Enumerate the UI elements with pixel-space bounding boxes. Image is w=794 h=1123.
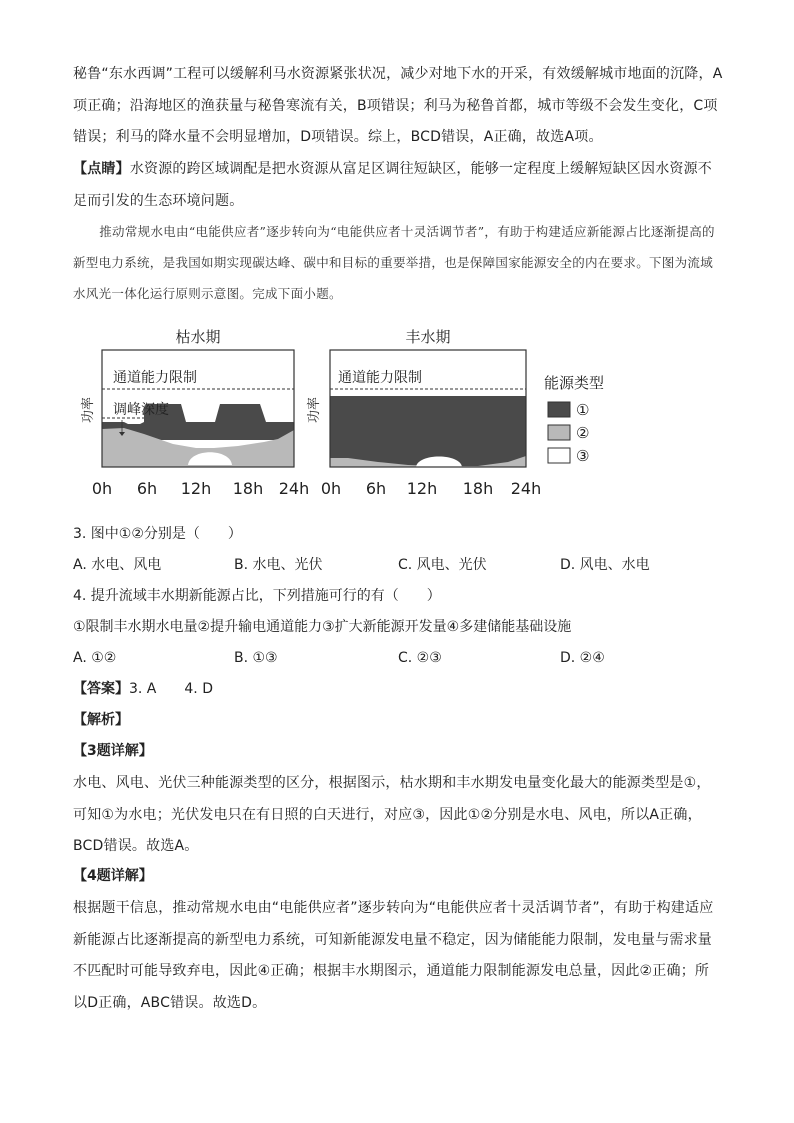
- q3-option-a: A. 水电、风电: [73, 557, 162, 573]
- q3-option-b: B. 水电、光伏: [234, 557, 323, 573]
- q4-option-c: C. ②③: [398, 650, 442, 666]
- panel-left-title: 枯水期: [175, 328, 221, 346]
- legend: [544, 374, 604, 465]
- water-wind-solar-figure: [78, 322, 638, 502]
- legend-swatch-1: [548, 402, 570, 417]
- right-tick-2: 12h: [406, 479, 438, 498]
- q3-option-d: D. 风电、水电: [560, 557, 650, 573]
- q4-option-b: B. ①③: [234, 650, 278, 666]
- legend-label-3: ③: [576, 447, 590, 465]
- right-tick-1: 6h: [365, 479, 387, 498]
- top-paragraph: 秘鲁“东水西调”工程可以缓解利马水资源紧张状况，减少对地下水的开采，有效缓解城市地面的沉降，A项正确；沿海地区的渔获量与秘鲁寒流有关，B项错误；利马为秘鲁首都，城市等级不会发生变化，C项错误；利马的降水量不会明显增加，D项错误。综上，BCD错误，A正确，故选A项。: [73, 66, 723, 145]
- q4-measures: ①限制丰水期水电量②提升输电通道能力③扩大新能源开发量④多建储能基础设施: [73, 619, 572, 635]
- dianjing-text: 水资源的跨区域调配是把水资源从富足区调往短缺区，能够一定程度上缓解短缺区因水资源不足而引发的生态环境问题。: [73, 161, 713, 209]
- legend-title: 能源类型: [544, 374, 605, 392]
- right-tick-0: 0h: [320, 479, 342, 498]
- legend-swatch-3: [548, 448, 570, 463]
- q3-stem: 3. 图中①②分别是（ ）: [73, 526, 242, 542]
- detail3-text: 水电、风电、光伏三种能源类型的区分，根据图示，枯水期和丰水期发电量变化最大的能源类型是①，可知①为水电；光伏发电只在有日照的白天进行，对应③，因此①②分别是水电、风电，所以A正确，BCD错误。故选A。: [73, 775, 711, 854]
- right-tick-3: 18h: [462, 479, 494, 498]
- left-tick-0: 0h: [91, 479, 113, 498]
- panel-right-title: 丰水期: [405, 328, 451, 346]
- legend-label-1: ①: [576, 401, 590, 419]
- left-y-axis-label: 功率: [81, 396, 96, 424]
- right-channel-label: 通道能力限制: [338, 370, 422, 386]
- answer-text: 3. A 4. D: [129, 681, 213, 697]
- answer-tag: 【答案】: [73, 681, 129, 697]
- dianjing-paragraph: [73, 154, 723, 217]
- q4-option-a: A. ①②: [73, 650, 117, 666]
- right-y-axis-label: 功率: [307, 396, 322, 424]
- left-tick-1: 6h: [136, 479, 158, 498]
- dianjing-tag: 【点睛】: [73, 161, 130, 177]
- left-tick-3: 18h: [232, 479, 264, 498]
- q3-option-c: C. 风电、光伏: [398, 557, 487, 573]
- detail4-text: 根据题干信息，推动常规水电由“电能供应者”逐步转向为“电能供应者十灵活调节者”，有助于构建适应新能源占比逐渐提高的新型电力系统，可知新能源发电量不稳定，因为储能能力限制，发电量与需求量不匹配时可能导致弃电，因此④正确；根据丰水期图示，通道能力限制能源发电总量，因此②正确；所以D正确，ABC错误。故选D。: [73, 900, 714, 1011]
- intro-paragraph: 推动常规水电由“电能供应者”逐步转向为“电能供应者十灵活调节者”，有助于构建适应新能源占比逐渐提高的新型电力系统，是我国如期实现碳达峰、碳中和目标的重要举措，也是保障国家能源安全的内在要求。下图为流域水风光一体化运行原则示意图。完成下面小题。: [73, 224, 715, 301]
- left-channel-label: 通道能力限制: [113, 370, 197, 386]
- left-tick-4: 24h: [278, 479, 310, 498]
- legend-label-2: ②: [576, 424, 590, 442]
- right-tick-4: 24h: [510, 479, 542, 498]
- q4-option-d: D. ②④: [560, 650, 605, 666]
- right-area-1: [330, 396, 526, 467]
- left-tick-2: 12h: [180, 479, 212, 498]
- answer-line: [73, 679, 213, 699]
- detail3-tag: 【3题详解】: [73, 743, 153, 759]
- detail4-tag: 【4题详解】: [73, 868, 153, 884]
- peak-depth-label: 调峰深度: [113, 402, 169, 418]
- legend-swatch-2: [548, 425, 570, 440]
- analysis-tag: 【解析】: [73, 712, 129, 728]
- q4-stem: 4. 提升流域丰水期新能源占比，下列措施可行的有（ ）: [73, 588, 441, 604]
- panel-right: [307, 350, 541, 498]
- panel-left: [81, 350, 309, 498]
